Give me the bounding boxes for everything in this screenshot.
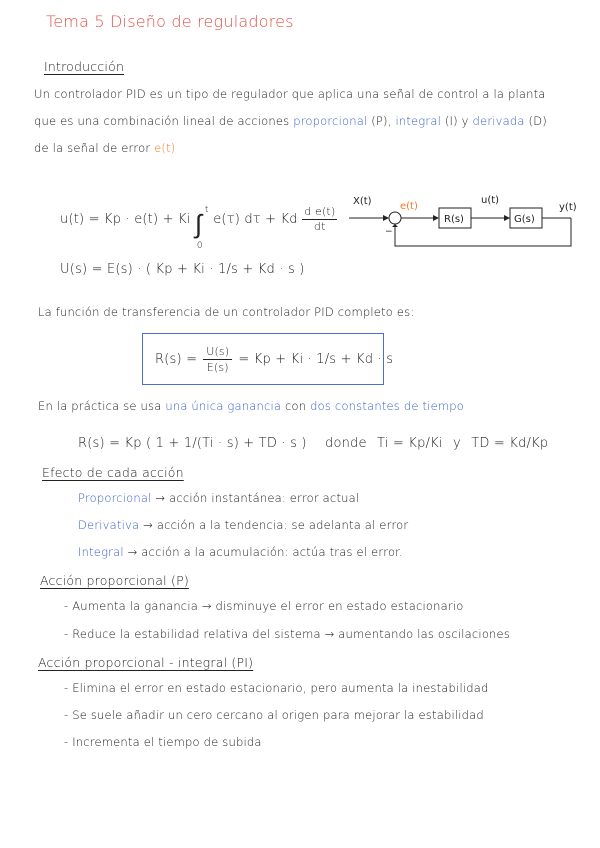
prop-item: - Reduce la estabilidad relativa del sistema → aumentando las oscilaciones xyxy=(64,627,511,641)
practice-constants: dos constantes de tiempo xyxy=(310,399,464,413)
practice-line xyxy=(38,399,464,413)
plant-block-label: G(s) xyxy=(514,214,535,225)
effect-item xyxy=(78,518,408,532)
term-proportional: proporcional xyxy=(293,114,368,128)
practice-ti: Ti = Kp/Ki xyxy=(377,436,443,451)
derivative-den: dt xyxy=(313,220,326,233)
effect-item xyxy=(78,491,359,505)
diagram-input-label: X(t) xyxy=(353,196,372,207)
term-integral: integral xyxy=(395,114,441,128)
pi-heading: Acción proporcional - integral (PI) xyxy=(38,655,254,670)
pid-time-lhs: u(t) = Kp · e(t) + Ki xyxy=(60,212,191,227)
effect-name: Derivativa xyxy=(78,518,140,532)
transfer-function xyxy=(155,344,393,375)
integral-upper: t xyxy=(204,205,209,215)
practice-td: TD = Kd/Kp xyxy=(471,436,549,451)
conjunction: y xyxy=(461,114,469,128)
effect-desc: → acción instantánea: error actual xyxy=(155,491,360,505)
integral-lower: 0 xyxy=(196,241,203,251)
intro-heading: Introducción xyxy=(44,59,125,74)
diagram-output-label: y(t) xyxy=(559,202,577,213)
pid-time-equation: u(t) = Kp · e(t) + Ki ∫ t 0 e(τ) dτ + Kd $\frac{\text{d e(t)}}{dt}$ xyxy=(60,205,336,251)
pi-item: - Incrementa el tiempo de subida xyxy=(64,735,262,749)
practice-eq: R(s) = Kp ( 1 + 1/(Ti · s) + TD · s ) xyxy=(78,436,307,451)
error-symbol: e(t) xyxy=(154,141,176,155)
feedback-arrowhead xyxy=(392,224,398,227)
effect-name: Proporcional xyxy=(78,491,152,505)
diagram-error-arrowhead xyxy=(433,215,439,221)
pi-item: - Elimina el error en estado estacionario, pero aumenta la inestabilidad xyxy=(64,681,489,695)
pi-item: - Se suele añadir un cero cercano al origen para mejorar la estabilidad xyxy=(64,708,484,722)
abbr-p: (P), xyxy=(371,114,392,128)
derivative-num: d e(t) xyxy=(304,205,336,218)
practice-mid: con xyxy=(285,399,307,413)
effect-desc: → acción a la tendencia: se adelanta al error xyxy=(143,518,409,532)
transfer-num: U(s) xyxy=(203,344,232,360)
pid-laplace-equation: U(s) = E(s) · ( Kp + Ki · 1/s + Kd · s ) xyxy=(60,262,305,277)
feedback-path xyxy=(395,218,571,246)
sum-minus-label: − xyxy=(385,227,393,237)
controller-block-label: R(s) xyxy=(444,214,464,225)
effect-item xyxy=(78,545,403,559)
transfer-rhs: = Kp + Ki · 1/s + Kd · s xyxy=(238,352,394,367)
prop-item: - Aumenta la ganancia → disminuye el error en estado estacionario xyxy=(64,599,464,613)
intro-line-2-text: que es una combinación lineal de acciones xyxy=(34,114,290,128)
effects-heading: Efecto de cada acción xyxy=(42,465,184,480)
practice-pre: En la práctica se usa xyxy=(38,399,162,413)
intro-line-2 xyxy=(34,114,547,128)
abbr-d: (D) xyxy=(528,114,547,128)
derivative-fraction xyxy=(302,205,337,234)
practice-and: y xyxy=(453,436,461,451)
transfer-den: E(s) xyxy=(206,361,229,374)
intro-line-3-text: de la señal de error xyxy=(34,141,151,155)
abbr-i: (I) xyxy=(444,114,458,128)
intro-line-1: Un controlador PID es un tipo de regulador que aplica una señal de control a la planta xyxy=(34,87,546,101)
practice-equation xyxy=(78,436,548,451)
transfer-function-box xyxy=(142,333,394,385)
effect-name: Integral xyxy=(78,545,124,559)
summing-junction xyxy=(389,212,401,224)
practice-where: donde xyxy=(325,436,367,451)
term-derivative: derivada xyxy=(472,114,525,128)
diagram-error-label: e(t) xyxy=(400,201,418,212)
diagram-input-arrowhead xyxy=(383,215,389,221)
block-diagram xyxy=(345,192,580,252)
prop-heading: Acción proporcional (P) xyxy=(40,573,189,588)
practice-gain: una única ganancia xyxy=(165,399,282,413)
effect-desc: → acción a la acumulación: actúa tras el error. xyxy=(127,545,403,559)
diagram-control-label: u(t) xyxy=(481,195,500,206)
transfer-lhs: R(s) = xyxy=(155,352,198,367)
transfer-fraction xyxy=(203,344,232,375)
pid-time-mid: e(τ) dτ + Kd xyxy=(213,212,298,227)
transfer-intro: La función de transferencia de un controlador PID completo es: xyxy=(38,305,415,319)
intro-line-3 xyxy=(34,141,175,155)
page-title: Tema 5 Diseño de reguladores xyxy=(46,12,294,31)
diagram-control-arrowhead xyxy=(504,215,510,221)
